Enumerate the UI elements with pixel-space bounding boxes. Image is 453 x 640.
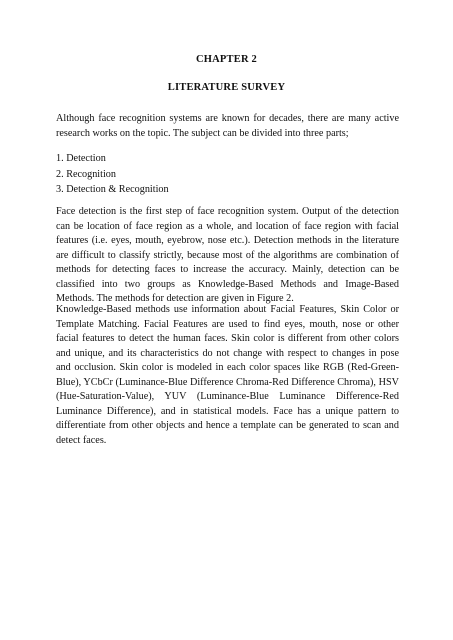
section-title: LITERATURE SURVEY (167, 82, 286, 93)
list-item: 2. Recognition (56, 168, 116, 180)
list-item: 3. Detection & Recognition (56, 184, 169, 195)
list-item: 1. Detection (56, 153, 106, 164)
face-detection-paragraph: Face detection is the first step of face recognition system. Output of the detection can be location of face region as a whole, and location of face region with facial features (i.e. eyes, mouth, eyebrow, nose etc.). Detection methods in the literature are difficult to classify strictly, because most of the algorithms are combination of methods for detecting faces to increase the accuracy. Mainly, detection can be classified into two groups as Knowledge-Based Methods and Image-Based Methods. The methods for detection are given in Figure 2. (56, 206, 399, 304)
chapter-heading: CHAPTER 2 (195, 54, 257, 65)
knowledge-based-paragraph: Knowledge-Based methods use information about Facial Features, Skin Color or Template Matching. Facial Features are used to find eyes, mouth, nose or other facial features to detect the human faces. Skin color is different from other colors and unique, and its characteristics do not change with respect to changes in pose and occlusion. Skin color is modeled in each color spaces like RGB (Red-Green-Blue), YCbCr (Luminance-Blue Difference Chroma-Red Difference Chroma), HSV (Hue-Saturation-Value), YUV (Luminance-Blue Luminance Difference-Red Luminance Difference), and in statistical models. Face has a unique pattern to differentiate from other objects and hence a template can be generated to scan and detect faces. (56, 304, 399, 446)
intro-paragraph: Although face recognition systems are known for decades, there are many active research works on the topic. The subject can be divided into three parts; (56, 113, 399, 139)
parts-list (56, 152, 399, 199)
